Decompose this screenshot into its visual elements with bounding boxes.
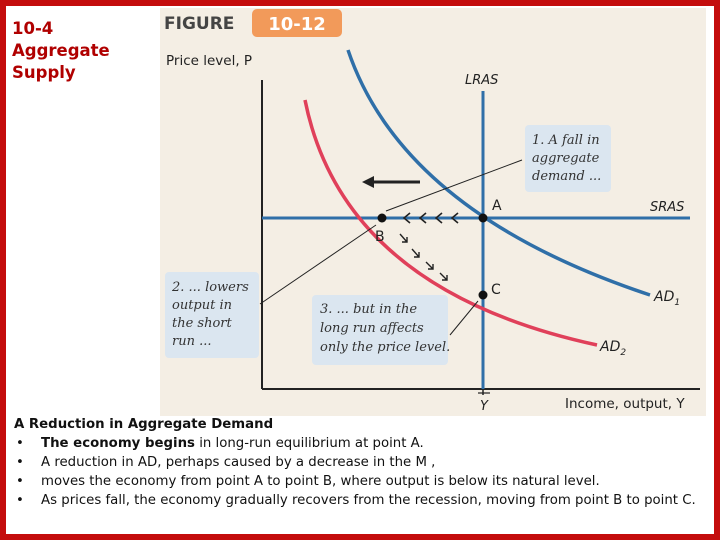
ad1-label: $AD_1$	[654, 289, 681, 308]
figure-panel	[160, 8, 706, 416]
x-axis-label: Income, output, Y	[565, 396, 685, 412]
caption	[14, 415, 704, 510]
slide-title-line-1: Aggregate	[12, 41, 110, 60]
lras-label: LRAS	[465, 73, 499, 88]
point-c-label: C	[491, 282, 501, 298]
arrow-down-right-icon	[426, 262, 433, 269]
bullet-item	[14, 434, 704, 453]
arrow-down-right-icon	[412, 249, 419, 257]
caption-heading: A Reduction in Aggregate Demand	[14, 417, 274, 432]
shift-arrow-icon	[362, 176, 374, 188]
bullet-dot: •	[16, 436, 24, 451]
figure-label: FIGURE	[164, 14, 235, 34]
arrow-down-right-icon	[440, 273, 447, 280]
sras-label: SRAS	[650, 200, 685, 215]
point-a	[479, 214, 488, 223]
note-short-run: 2. ... lowers output in the short run ...	[172, 280, 249, 349]
note1-leader-line	[386, 160, 522, 211]
note2-leader-line	[260, 225, 376, 304]
y-axis-label: Price level, P	[166, 53, 253, 69]
bullet-item	[14, 453, 704, 472]
bullet-text: A reduction in AD, perhaps caused by a decrease in the M ,	[41, 455, 436, 470]
point-b	[378, 214, 387, 223]
point-c	[479, 291, 488, 300]
slide-title-line-2: Supply	[12, 63, 76, 82]
ad2-label: $AD_2$	[600, 339, 627, 358]
bullet-item	[14, 491, 704, 510]
bullet-text: moves the economy from point A to point B, where output is below its natural level.	[41, 474, 600, 489]
point-b-label: B	[375, 229, 385, 245]
x-tick-label: Y	[480, 399, 488, 414]
bullet-item	[14, 472, 704, 491]
slide-title	[12, 18, 152, 84]
ad-as-diagram	[160, 8, 706, 416]
note3-leader-line	[450, 301, 478, 335]
bullet-text: in long-run equilibrium at point A.	[194, 436, 424, 451]
note-demand-fall: 1. A fall in aggregate demand ...	[532, 133, 602, 184]
bullet-dot: •	[16, 493, 24, 508]
bullet-text: As prices fall, the economy gradually recovers from the recession, moving from point B to point C.	[41, 493, 696, 508]
bullet-dot: •	[16, 474, 24, 489]
slide-title-number: 10-4	[12, 19, 54, 38]
caption-bullets	[14, 434, 704, 510]
note-long-run: 3. ... but in the long run affects only the price level.	[320, 302, 451, 355]
bullet-dot: •	[16, 455, 24, 470]
point-a-label: A	[492, 198, 502, 214]
bullet-bold-text: The economy begins	[41, 436, 195, 451]
arrow-down-right-icon	[400, 234, 407, 242]
figure-number: 10-12	[268, 14, 326, 35]
